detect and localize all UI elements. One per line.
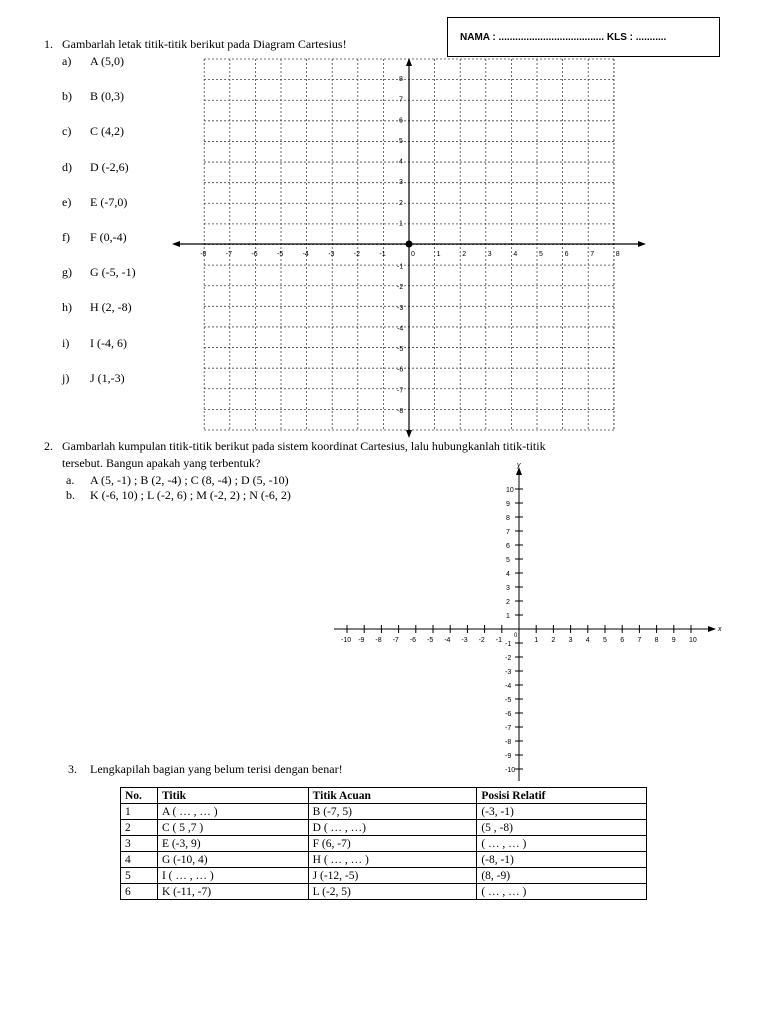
header-titik: Titik (157, 788, 308, 804)
q1-item-point: C (4,2) (90, 124, 124, 139)
table-cell: (8, -9) (477, 868, 647, 884)
y-axis-arrow-top (406, 58, 412, 66)
q1-item-letter: h) (62, 300, 72, 315)
x-tick-label: 0 (411, 251, 415, 258)
q2-number: 2. (44, 439, 53, 453)
y-tick-label: 2 (399, 199, 403, 207)
x-tick-label: -3 (328, 251, 335, 258)
q1-item-point: H (2, -8) (90, 300, 132, 315)
y-tick-label: 1 (506, 613, 510, 620)
y-tick-label: -4 (505, 683, 512, 690)
y-tick-label: -5 (397, 346, 404, 354)
y-tick-label: -5 (505, 697, 512, 704)
x-tick-label: -10 (341, 637, 352, 644)
q3-instruction: Lengkapilah bagian yang belum terisi dengan benar! (90, 762, 343, 776)
q1-item-point: F (0,-4) (90, 230, 127, 244)
x-tick-label: 1 (534, 637, 539, 644)
q1-item-point: J (1,-3) (90, 370, 125, 385)
y-tick-label: -8 (505, 739, 512, 746)
q1-item-point: E (-7,0) (90, 194, 128, 209)
table-cell: C ( 5 ,7 ) (157, 820, 308, 836)
x-tick-label: -2 (478, 637, 485, 644)
x-tick-label: -8 (200, 251, 207, 258)
y-axis-label: y (517, 462, 521, 469)
q2-item-letter: a. (66, 473, 75, 487)
table-cell: (5 , -8) (477, 820, 647, 836)
y-tick-label: -4 (397, 325, 404, 333)
q1-item-letter: d) (62, 159, 72, 174)
y-tick-label: 6 (399, 117, 403, 125)
table-header-row (121, 788, 647, 804)
x-tick-label: 10 (689, 637, 697, 644)
q1-item-point: A (5,0) (90, 54, 124, 68)
q1-item-letter: a) (62, 54, 72, 68)
y-tick-label: -1 (397, 263, 404, 271)
x-axis-arrow-left (172, 241, 180, 247)
y-tick-label: -2 (505, 655, 512, 662)
x-tick-label: -4 (302, 251, 309, 258)
header-titik-acuan: Titik Acuan (308, 788, 477, 804)
y-tick-label: -6 (505, 711, 512, 718)
table-cell: E (-3, 9) (157, 836, 308, 852)
table-cell: I ( … , … ) (157, 868, 308, 884)
q1-item-point: D (-2,6) (90, 159, 129, 174)
x-tick-label: -1 (379, 251, 386, 258)
y-tick-label: -10 (505, 767, 516, 774)
x-tick-label: 8 (654, 637, 659, 644)
table-cell: F (6, -7) (308, 836, 477, 852)
x-axis-arrow (708, 626, 716, 632)
x-tick-label: 8 (615, 251, 620, 258)
x-tick-label: -6 (251, 251, 258, 258)
x-tick-label: 3 (487, 251, 492, 258)
name-class-label: NAMA : ...................................... KLS : ........... (460, 32, 667, 43)
q1-item-letter: b) (62, 89, 72, 104)
q1-item-letter: f) (62, 230, 70, 244)
table-row (121, 884, 647, 900)
x-tick-label: -5 (277, 251, 284, 258)
y-tick-label: 5 (399, 137, 403, 145)
x-tick-label: -8 (375, 637, 382, 644)
table-cell: 2 (121, 820, 158, 836)
table-cell: J (-12, -5) (308, 868, 477, 884)
y-tick-label: -8 (397, 407, 404, 415)
x-tick-label: 6 (564, 251, 569, 258)
y-tick-label: -9 (505, 753, 512, 760)
x-tick-label: 2 (551, 637, 556, 644)
q2-instruction-line1: Gambarlah kumpulan titik-titik berikut pada sistem koordinat Cartesius, lalu hubungkanlah titik-titik (62, 439, 546, 453)
x-tick-label: -9 (358, 637, 365, 644)
table-cell: 5 (121, 868, 158, 884)
y-tick-label: 9 (506, 501, 510, 508)
y-tick-label: 6 (506, 543, 510, 550)
y-tick-label: 5 (506, 557, 510, 564)
x-tick-label: 1 (436, 251, 441, 258)
header-posisi-relatif: Posisi Relatif (477, 788, 647, 804)
y-axis-arrow-bottom (406, 430, 412, 438)
table-row (121, 852, 647, 868)
y-tick-label: 8 (399, 76, 403, 84)
x-tick-label: -3 (461, 637, 468, 644)
table-cell: D ( … , …) (308, 820, 477, 836)
q2-cartesian-axes (0, 455, 768, 785)
table-cell: K (-11, -7) (157, 884, 308, 900)
y-tick-label: -3 (505, 669, 512, 676)
x-axis-label: x (718, 626, 722, 633)
table-cell: (-3, -1) (477, 804, 647, 820)
q2-item-letter: b. (66, 488, 75, 502)
table-cell: 3 (121, 836, 158, 852)
x-tick-label: -6 (409, 637, 417, 644)
y-tick-label: 2 (506, 599, 510, 606)
y-tick-label: 4 (399, 158, 403, 166)
header-no: No. (121, 788, 158, 804)
q1-item-point: B (0,3) (90, 89, 124, 104)
y-tick-label: -6 (397, 366, 404, 374)
table-cell: A ( … , … ) (157, 804, 308, 820)
x-tick-label: -7 (392, 637, 399, 644)
q1-instruction: Gambarlah letak titik-titik berikut pada Diagram Cartesius! (62, 37, 347, 51)
q1-number: 1. (44, 37, 53, 51)
x-tick-label: 6 (620, 637, 625, 644)
q1-cartesian-grid (0, 0, 768, 440)
y-tick-label: 7 (506, 529, 510, 536)
q1-item-letter: c) (62, 124, 72, 139)
x-tick-label: -5 (427, 637, 434, 644)
q2-item-points: K (-6, 10) ; L (-2, 6) ; M (-2, 2) ; N (-6, 2) (90, 488, 291, 502)
x-axis-arrow-right (638, 241, 646, 247)
table-cell: ( … , … ) (477, 884, 647, 900)
x-tick-label: 3 (568, 637, 573, 644)
table-cell: L (-2, 5) (308, 884, 477, 900)
q2-item-points: A (5, -1) ; B (2, -4) ; C (8, -4) ; D (5, -10) (90, 473, 289, 487)
y-tick-label: 1 (399, 220, 403, 228)
table-cell: H ( … , … ) (308, 852, 477, 868)
q1-item-letter: i) (62, 335, 70, 350)
table-cell: 6 (121, 884, 158, 900)
y-tick-label: 4 (506, 571, 510, 578)
y-tick-label: 3 (399, 179, 403, 187)
q3-number: 3. (68, 762, 77, 776)
y-tick-label: -7 (505, 725, 512, 732)
x-tick-label: -7 (225, 251, 233, 258)
q1-item-letter: j) (62, 370, 70, 385)
y-tick-label: 10 (506, 487, 514, 494)
x-tick-label: 5 (539, 251, 543, 258)
x-tick-label: 2 (462, 251, 467, 258)
table-row (121, 820, 647, 836)
table-cell: G (-10, 4) (157, 852, 308, 868)
q1-item-letter: e) (62, 194, 72, 209)
table-row (121, 804, 647, 820)
x-tick-label: 9 (671, 637, 676, 644)
table-cell: B (-7, 5) (308, 804, 477, 820)
x-tick-label: 4 (585, 637, 590, 644)
table-cell: ( … , … ) (477, 836, 647, 852)
origin-label: 0 (514, 633, 518, 639)
y-tick-label: 3 (506, 585, 510, 592)
y-tick-label: -7 (397, 387, 404, 395)
x-tick-label: 7 (590, 251, 595, 258)
q1-item-point: G (-5, -1) (90, 265, 136, 280)
q3-table (120, 787, 647, 900)
x-tick-label: -2 (353, 251, 361, 258)
q2-instruction-line2: tersebut. Bangun apakah yang terbentuk? (62, 456, 261, 470)
origin-dot (406, 241, 413, 248)
table-row (121, 836, 647, 852)
table-cell: 1 (121, 804, 158, 820)
table-cell: (-8, -1) (477, 852, 647, 868)
x-tick-label: -1 (495, 637, 503, 644)
q1-item-point: I (-4, 6) (90, 335, 127, 350)
y-tick-label: -2 (397, 284, 404, 292)
q1-item-letter: g) (62, 265, 72, 280)
x-tick-label: 4 (513, 251, 518, 258)
y-tick-label: -1 (505, 641, 512, 648)
x-tick-label: -4 (444, 637, 451, 644)
table-row (121, 868, 647, 884)
table-cell: 4 (121, 852, 158, 868)
y-tick-label: 7 (399, 96, 403, 104)
y-tick-label: -3 (397, 304, 404, 312)
y-tick-label: 8 (506, 515, 510, 522)
x-tick-label: 5 (603, 637, 607, 644)
x-tick-label: 7 (637, 637, 642, 644)
